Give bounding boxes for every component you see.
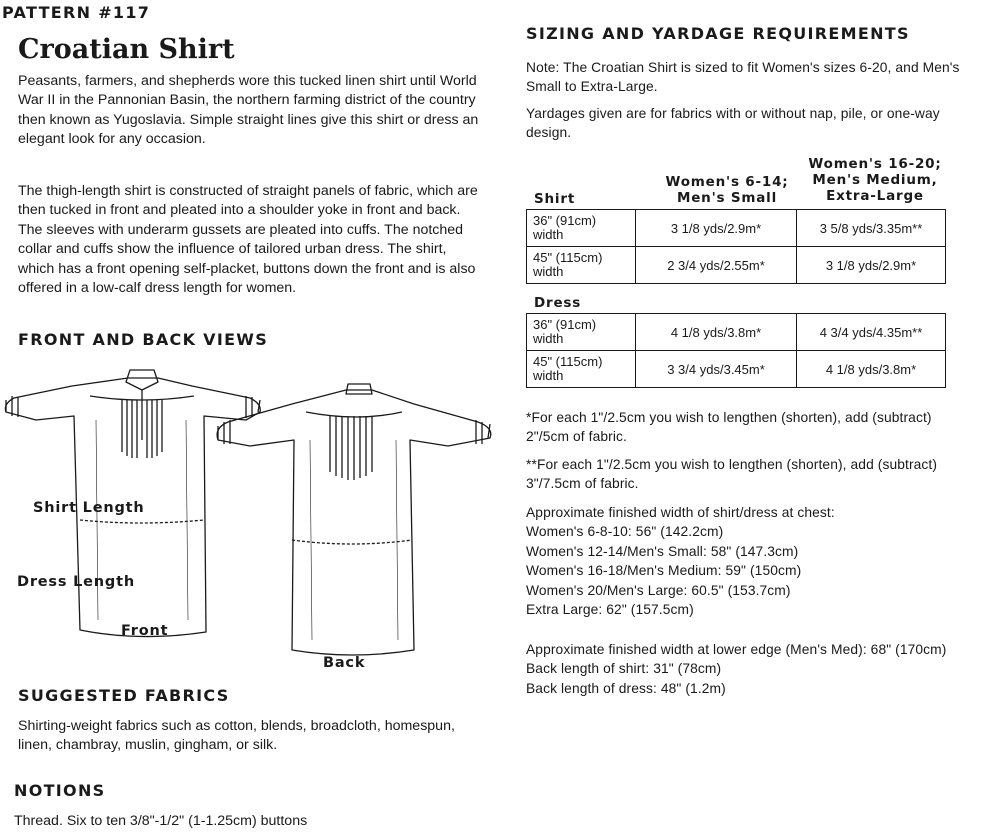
width-cell: 45" (115cm) width [527, 351, 636, 388]
yardage-cell: 3 3/4 yds/3.45m* [636, 351, 797, 388]
footnote-double: **For each 1"/2.5cm you wish to lengthen (shorten), add (subtract) 3"/7.5cm of fabric. [526, 457, 938, 492]
yardage-cell: 4 1/8 yds/3.8m* [797, 351, 946, 388]
notions-text: Thread. Six to ten 3/8"-1/2" (1-1.25cm) buttons [14, 813, 308, 829]
list-item: Back length of dress: 48" (1.2m) [526, 680, 726, 696]
shirt-length-label: Shirt Length [33, 500, 145, 516]
back-garment [217, 384, 491, 655]
yardage-cell: 3 5/8 yds/3.35m** [797, 210, 946, 247]
shirt-group-label: Shirt [534, 191, 576, 207]
table-row [527, 210, 946, 247]
dress-yardage-table [526, 313, 946, 388]
views-heading: FRONT AND BACK VIEWS [18, 330, 269, 349]
width-cell: 36" (91cm) width [527, 210, 636, 247]
col-header-large: Women's 16-20; Men's Medium, Extra-Large [808, 156, 942, 204]
yardage-cell: 3 1/8 yds/2.9m* [636, 210, 797, 247]
finished-measurements [526, 640, 982, 698]
front-label: Front [121, 623, 169, 639]
page-title: Croatian Shirt [18, 34, 235, 65]
yardage-cell: 2 3/4 yds/2.55m* [636, 247, 797, 284]
list-item: Women's 12-14/Men's Small: 58" (147.3cm) [526, 543, 799, 559]
yardage-cell: 4 1/8 yds/3.8m* [636, 314, 797, 351]
list-item: Extra Large: 62" (157.5cm) [526, 602, 694, 618]
yardage-note: Yardages given are for fabrics with or without nap, pile, or one-way design. [526, 106, 940, 141]
notions-heading: NOTIONS [14, 781, 106, 800]
yardage-cell: 4 3/4 yds/4.35m** [797, 314, 946, 351]
fabrics-heading: SUGGESTED FABRICS [18, 686, 230, 705]
table-row [527, 247, 946, 284]
fabrics-text: Shirting-weight fabrics such as cotton, blends, broadcloth, homespun, linen, chambray, muslin, gingham, or silk. [18, 718, 455, 754]
list-item: Women's 20/Men's Large: 60.5" (153.7cm) [526, 582, 791, 598]
chest-widths [526, 503, 976, 619]
list-item: Approximate finished width at lower edge (Men's Med): 68" (170cm) [526, 642, 947, 657]
description-paragraph: The thigh-length shirt is constructed of straight panels of fabric, which are then tucked in front and pleated into a shoulder yoke in front and back. The sleeves with underarm gussets are pleated into cuffs. The notched collar and cuffs show the influence of tailored urban dress. The shirt, which has a front opening self-placket, buttons down the front and is also offered in a low-calf dress length for women. [18, 183, 478, 297]
col-header-small: Women's 6-14; Men's Small [665, 174, 789, 206]
table-row [527, 351, 946, 388]
width-cell: 45" (115cm) width [527, 247, 636, 284]
sizing-heading: SIZING AND YARDAGE REQUIREMENTS [526, 24, 910, 43]
dress-length-label: Dress Length [17, 574, 135, 590]
shirt-yardage-table [526, 209, 946, 284]
list-item: Back length of shirt: 31" (78cm) [526, 661, 722, 677]
chest-heading: Approximate finished width of shirt/dress at chest: [526, 505, 835, 520]
sizing-note: Note: The Croatian Shirt is sized to fit Women's sizes 6-20, and Men's Small to Extra-Large. [526, 60, 960, 95]
table-row [527, 314, 946, 351]
yardage-cell: 3 1/8 yds/2.9m* [797, 247, 946, 284]
list-item: Women's 6-8-10: 56" (142.2cm) [526, 524, 724, 540]
garment-illustration [0, 360, 520, 680]
pattern-number: PATTERN #117 [2, 3, 151, 22]
back-label: Back [323, 655, 366, 671]
footnote-single: *For each 1"/2.5cm you wish to lengthen (shorten), add (subtract) 2"/5cm of fabric. [526, 410, 932, 445]
dress-group-label: Dress [534, 295, 582, 311]
width-cell: 36" (91cm) width [527, 314, 636, 351]
list-item: Women's 16-18/Men's Medium: 59" (150cm) [526, 563, 802, 579]
intro-paragraph: Peasants, farmers, and shepherds wore this tucked linen shirt until World War II in the Pannonian Basin, the northern farming district of the country then known as Yugoslavia. Simple straight lines give this shirt or dress an elegant look for any occasion. [18, 73, 479, 148]
